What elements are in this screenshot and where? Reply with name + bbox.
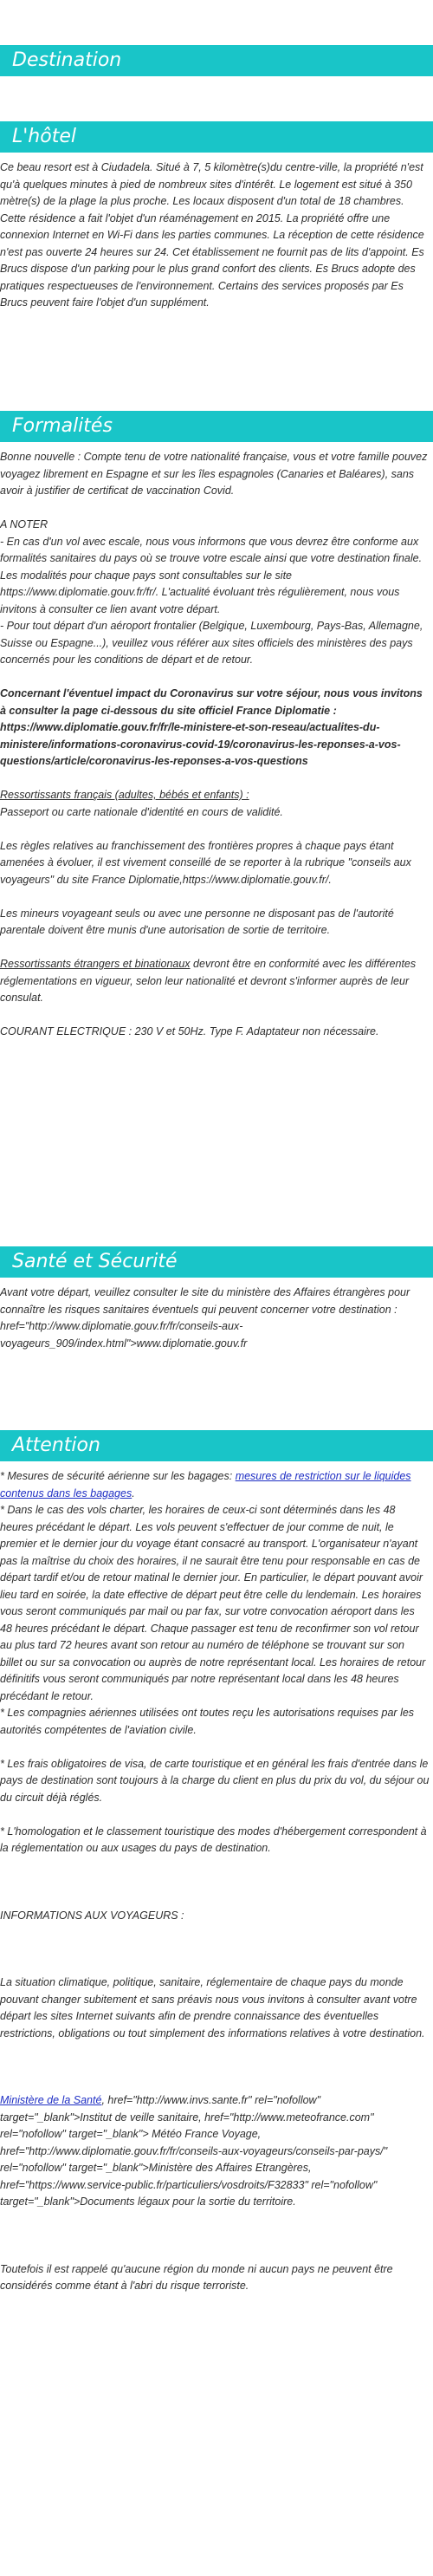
flight-schedules-text: * Dans le cas des vols charter, les horaires de ceux-ci sont déterminés dans les 48 heures précédant le départ. Les vols peuvent s'effectuer de jour comme de nuit, le premier et le dernier jour du voyage étant consacré au transport. L'organisateur n'ayant pas la maîtrise du choix des horaires, il ne saurait être tenu pour responsable en cas de départ tardif et/ou de retour matinal le dernier jour. En particulier, le départ pouvant avoir lieu tard en soirée, la date effective de départ peut être celle du lendemain. Les horaires vous seront communiqués par mail ou par fax, sur votre convocation aéroport dans les 48 heures précédant le départ. Chaque passager est tenu de reconfirmer son vol retour au plus tard 72 heures avant son retour au numéro de téléphone se trouvant sur son billet ou sur sa convocation ou auprès de notre représentant local. Les horaires de retour définitifs vous seront communiqués par notre représentant local dans les 48 heures précédant le retour. — [0, 1504, 426, 1702]
traveler-info-title: INFORMATIONS AUX VOYAGEURS : — [0, 1909, 184, 1922]
classification-text: * L'homologation et le classement touristique des modes d'hébergement correspondent à la réglementation ou aux usages du pays de destination. — [0, 1825, 427, 1854]
section-header-destination: Destination — [0, 45, 433, 76]
luggage-measures — [0, 1468, 430, 1502]
french-nationals-text: Passeport ou carte nationale d'identité en cours de validité. — [0, 805, 283, 818]
situation-text: La situation climatique, politique, sanitaire, réglementaire de chaque pays du monde pouvant changer subitement et sans préavis nous vous invitons à consulter avant votre départ les sites Internet suivants afin de prendre connaissance des éventuelles restrictions, obligations ou tout simplement des informations relatives à votre destination. — [0, 1976, 425, 2039]
liquids-restriction-link[interactable]: mesures de restriction sur le liquides contenus dans les bagages — [0, 1470, 411, 1499]
section-header-attention: Attention — [0, 1430, 433, 1461]
section-header-formalities: Formalités — [0, 411, 433, 442]
note-border-airport: - Pour tout départ d'un aéroport frontalier (Belgique, Luxembourg, Pays-Bas, Allemagne, Suisse ou Espagne...), veuillez vous référer aux sites officiels des ministères des pays concernés pour les conditions de départ et de retour. — [0, 620, 423, 666]
formalities-intro: Bonne nouvelle : Compte tenu de votre nationalité française, vous et votre famille pouvez voyagez librement en Espagne et sur les îles espagnoles (Canaries et Baléares), sans avoir à justifier de certificat de vaccination Covid. — [0, 451, 428, 497]
mandatory-fees-text: * Les frais obligatoires de visa, de carte touristique et en général les frais d'entrée dans le pays de destination sont toujours à la charge du client en plus du prix du vol, du séjour ou du circuit déjà réglés. — [0, 1757, 430, 1804]
attention-content — [0, 1468, 430, 2295]
ministry-health-link[interactable]: Ministère de la Santé — [0, 2094, 102, 2106]
hotel-text: Ce beau resort est à Ciudadela. Situé à 7, 5 kilomètre(s)du centre-ville, la propriété n'est qu'à quelques minutes à pied de nombreux sites d'intérêt. Le logement est situé à 350 mètre(s) de la plage la plus proche. Les locaux disposent d'un total de 18 chambres. Cette résidence a fait l'objet d'un réaménagement en 2015. La propriété offre une connexion Internet en Wi-Fi dans les parties communes. La réception de cette résidence n'est pas ouverte 24 heures sur 24. Cet établissement ne fournit pas de lits d'appoint. Es Brucs dispose d'un parking pour le plus grand confort des clients. Es Brucs adopte des pratiques respectueuses de l'environnement. Certains des services proposés par Es Brucs peuvent faire l'objet d'un supplément. — [0, 161, 424, 309]
foreign-nationals-heading: Ressortissants étrangers et binationaux — [0, 958, 191, 970]
luggage-prefix: * Mesures de sécurité aérienne sur les bagages: — [0, 1470, 236, 1482]
airlines-text: * Les compagnies aériennes utilisées ont toutes reçu les autorisations requises par les autorités compétentes de l'aviation civile. — [0, 1707, 415, 1736]
french-nationals-heading: Ressortissants français (adultes, bébés et enfants) : — [0, 789, 249, 801]
note-country-rules: Les modalités pour chaque pays sont consultables sur le site https://www.diplomatie.gouv.fr/fr/. L'actualité évoluant très régulièrement, nous vous invitons à consulter ce lien avant votre départ. — [0, 569, 400, 615]
note-stopover: - En cas d'un vol avec escale, nous vous informons que vous devrez être conforme aux formalités sanitaires du pays où se trouve votre escale ainsi que votre destination finale. — [0, 535, 423, 564]
hotel-description — [0, 159, 430, 312]
foreign-nationals-paragraph — [0, 956, 430, 1007]
section-header-hotel: L'hôtel — [0, 121, 433, 153]
section-header-health: Santé et Sécurité — [0, 1246, 433, 1278]
luggage-suffix: . — [132, 1486, 135, 1499]
health-content — [0, 1285, 430, 1352]
links-list: , href="http://www.invs.sante.fr" rel="nofollow" target="_blank">Institut de veille sanitaire, href="http://www.meteofrance.com" rel="nofollow" target="_blank"> Météo France Voyage, href="http://www.diplomatie.gouv.fr/fr/conseils-aux-voyageurs/conseils-par-pays/" rel="nofollow" target="_blank">Ministère des Affaires Etrangères, href="https://www.service-public.fr/particuliers/vosdroits/F32833" rel="nofollow" target="_blank">Documents légaux pour la sortie du territoire. — [0, 2094, 388, 2208]
covid-notice: Concernant l'éventuel impact du Coronavirus sur votre séjour, nous vous invitons à consulter la page ci-dessous du site officiel France Diplomatie : https://www.diplomatie.gouv.fr/fr/le-ministere-et-son-reseau/actualites-du-ministere/informations-coronavirus-covid-19/coronavirus-les-reponses-a-vos-questions/article/coronavirus-les-reponses-a-vos-questions — [0, 687, 423, 767]
power-supply-text: COURANT ELECTRIQUE : 230 V et 50Hz. Type F. Adaptateur non nécessaire. — [0, 1025, 379, 1038]
health-text: Avant votre départ, veuillez consulter le site du ministère des Affaires étrangères pour connaître les risques sanitaires éventuels qui peuvent concerner votre destination : href="http://www.diplomatie.gouv.fr/fr/conseils-aux-voyageurs_909/index.html">www.diplomatie.gouv.fr — [0, 1286, 410, 1350]
formalities-content — [0, 449, 430, 1041]
border-rules-text: Les règles relatives au franchissement des frontières propres à chaque pays étant amenées à évoluer, il est vivement conseillé de se reporter à la rubrique "conseils aux voyageurs" du site France Diplomatie,https://www.diplomatie.gouv.fr/. — [0, 839, 411, 886]
foreign-nationals-text: devront être en conformité avec les différentes réglementations en vigueur, selon leur nationalité et devront s'informer auprès de leur consulat. — [0, 958, 417, 1004]
minors-text: Les mineurs voyageant seuls ou avec une personne ne disposant pas de l'autorité parentale doivent être munis d'une autorisation de sortie de territoire. — [0, 907, 394, 936]
useful-links-text — [0, 2092, 430, 2211]
note-title: A NOTER — [0, 518, 48, 530]
terror-risk-text: Toutefois il est rappelé qu'aucune région du monde ni aucun pays ne peuvent être considérés comme étant à l'abri du risque terroriste. — [0, 2262, 393, 2292]
